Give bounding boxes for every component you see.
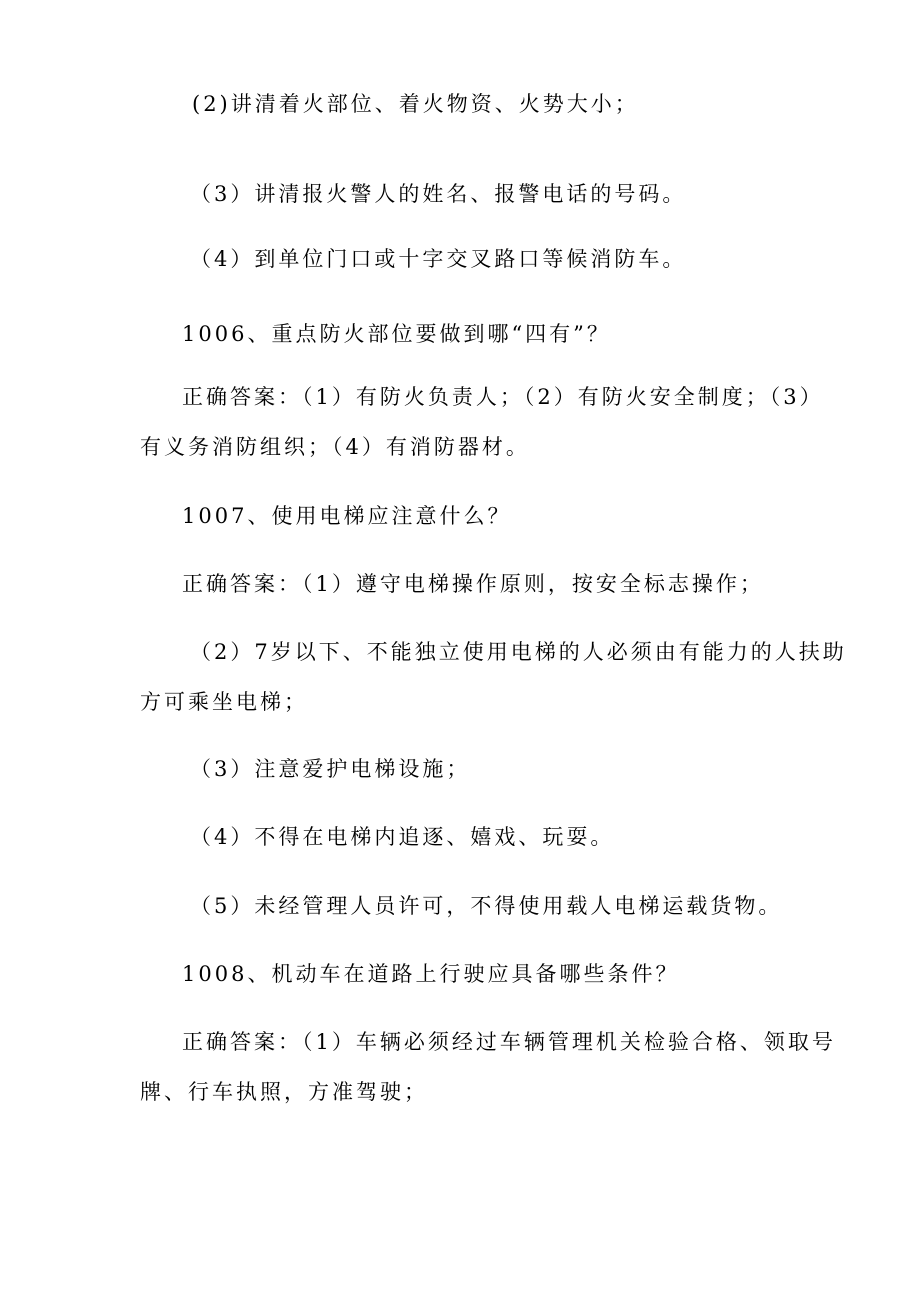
answer-line: （5）未经管理人员许可，不得使用载人电梯运载货物。 (190, 894, 783, 918)
answer-line: 正确答案：（1）有防火负责人；（2）有防火安全制度；（3） (182, 385, 824, 409)
answer-line: （4）不得在电梯内追逐、嬉戏、玩耍。 (190, 825, 615, 849)
question-heading: 1007、使用电梯应注意什么？ (182, 504, 512, 528)
text-line: （3）讲清报火警人的姓名、报警电话的号码。 (190, 182, 687, 206)
question-heading: 1006、重点防火部位要做到哪“四有”？ (182, 322, 611, 346)
answer-line: 牌、行车执照，方准驾驶； (140, 1080, 428, 1104)
question-heading: 1008、机动车在道路上行驶应具备哪些条件？ (182, 962, 680, 986)
answer-line: （3）注意爱护电梯设施； (190, 757, 471, 781)
answer-line: 有义务消防组织；（4）有消防器材。 (140, 435, 530, 459)
text-line: (2)讲清着火部位、着火物资、火势大小； (192, 92, 639, 116)
answer-line: （2）7岁以下、不能独立使用电梯的人必须由有能力的人扶助 (190, 640, 847, 664)
answer-line: 正确答案：（1）遵守电梯操作原则，按安全标志操作； (182, 572, 764, 596)
answer-line: 方可乘坐电梯； (140, 690, 308, 714)
answer-line: 正确答案：（1）车辆必须经过车辆管理机关检验合格、领取号 (182, 1030, 836, 1054)
text-line: （4）到单位门口或十字交叉路口等候消防车。 (190, 247, 687, 271)
